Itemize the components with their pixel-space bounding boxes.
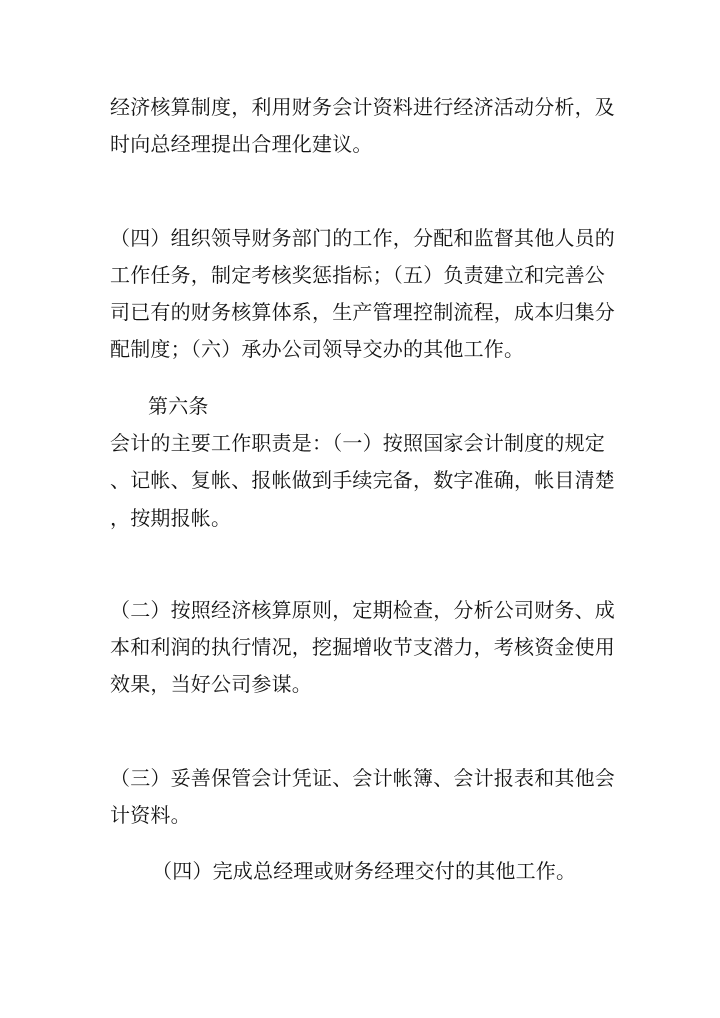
paragraph-5-line-2: 计资料。 (110, 803, 191, 827)
paragraph-2-line-4: 配制度；（六）承办公司领导交办的其他工作。 (110, 337, 525, 361)
paragraph-2-line-1: （四）组织领导财务部门的工作，分配和监督其他人员的 (110, 226, 615, 250)
paragraph-3-line-1: 会计的主要工作职责是：（一）按照国家会计制度的规定 (110, 431, 605, 455)
paragraph-6-line-1: （四）完成总经理或财务经理交付的其他工作。 (152, 859, 577, 883)
paragraph-3-line-3: ，按期报帐。 (110, 506, 232, 530)
paragraph-3-line-2: 、记帐、复帐、报帐做到手续完备，数字准确，帐目清楚 (110, 468, 615, 492)
paragraph-5-line-1: （三）妥善保管会计凭证、会计帐簿、会计报表和其他会 (110, 766, 615, 790)
paragraph-1-line-2: 时向总经理提出合理化建议。 (110, 132, 373, 156)
paragraph-4-line-3: 效果，当好公司参谋。 (110, 672, 312, 696)
paragraph-2-line-3: 司已有的财务核算体系，生产管理控制流程，成本归集分 (110, 300, 615, 324)
paragraph-2-line-2: 工作任务，制定考核奖惩指标；（五）负责建立和完善公 (110, 263, 605, 287)
section-heading: 第六条 (148, 394, 209, 418)
paragraph-1-line-1: 经济核算制度，利用财务会计资料进行经济活动分析，及 (110, 95, 615, 119)
paragraph-4-line-2: 本和利润的执行情况，挖掘增收节支潜力，考核资金使用 (110, 635, 615, 659)
paragraph-4-line-1: （二）按照经济核算原则，定期检查，分析公司财务、成 (110, 598, 615, 622)
